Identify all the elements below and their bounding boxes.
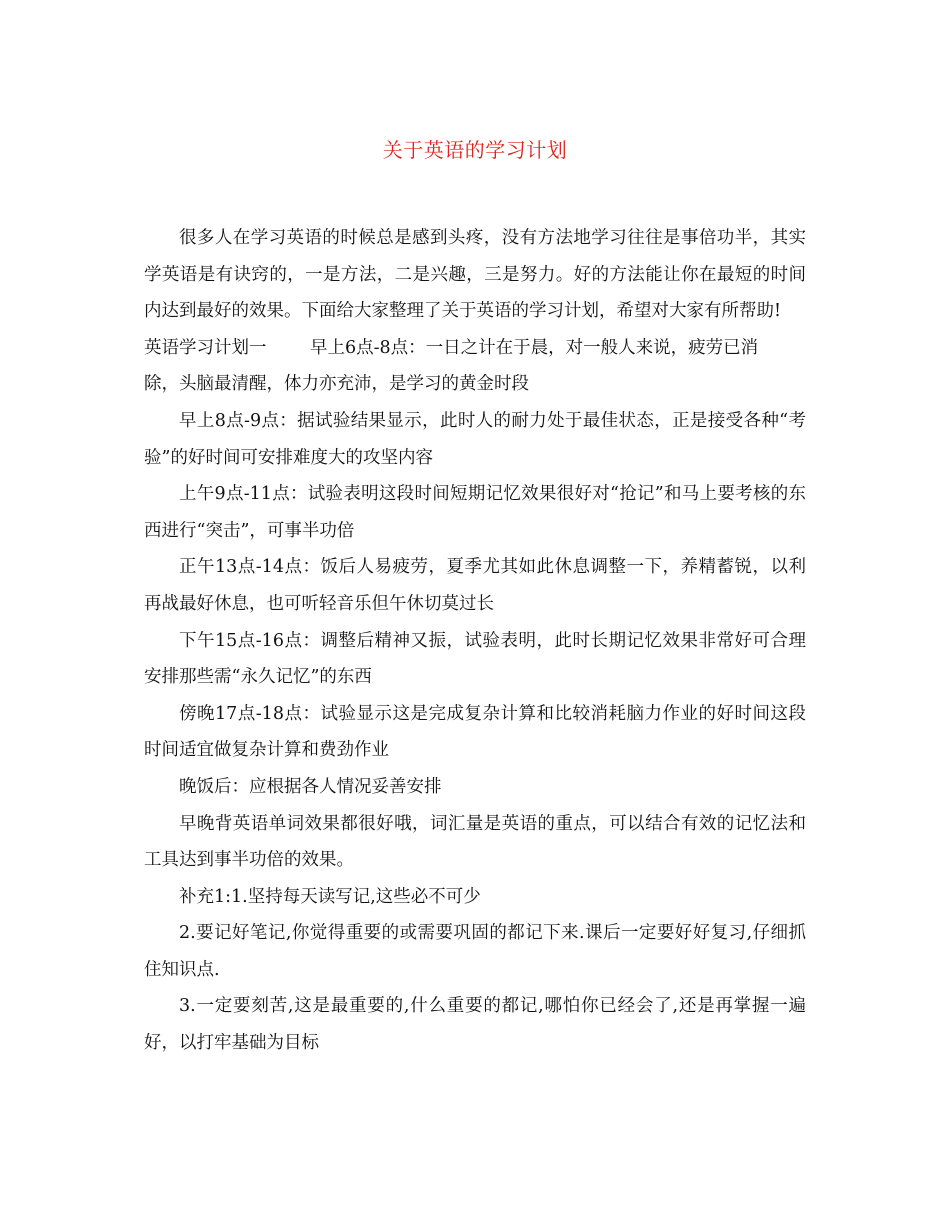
document-body: [144, 220, 806, 1062]
supplement-paragraph: 3.一定要刻苦,这是最重要的,什么重要的都记,哪怕你已经会了,还是再掌握一遍好，以打牢基础为目标: [144, 996, 806, 1054]
schedule-paragraph: 下午15点-16点：调整后精神又振，试验表明，此时长期记忆效果非常好可合理安排那些需“永久记忆”的东西: [144, 630, 806, 688]
supplement-paragraph: 补充1:1.坚持每天读写记,这些必不可少: [179, 886, 481, 907]
document-title: 关于英语的学习计划: [382, 138, 568, 162]
plan-section: [144, 330, 806, 403]
schedule-paragraph: 早上8点-9点：据试验结果显示，此时人的耐力处于最佳状态，正是接受各种“考验”的好时间可安排难度大的攻坚内容: [144, 410, 806, 468]
plan-first-line: 早上6点-8点：一日之计在于晨，对一般人来说，疲劳已消: [310, 337, 759, 358]
schedule-paragraph: 傍晚17点-18点：试验显示这是完成复杂计算和比较消耗脑力作业的好时间这段时间适宜做复杂计算和费劲作业: [144, 703, 806, 761]
intro-paragraph: 很多人在学习英语的时候总是感到头疼，没有方法地学习往往是事倍功半，其实学英语是有诀窍的，一是方法，二是兴趣，三是努力。好的方法能让你在最短的时间内达到最好的效果。下面给大家整理了关于英语的学习计划，希望对大家有所帮助!: [144, 228, 806, 322]
schedule-paragraph: 早晚背英语单词效果都很好哦，词汇量是英语的重点，可以结合有效的记忆法和工具达到事半功倍的效果。: [144, 813, 806, 871]
plan-label: 英语学习计划一: [144, 337, 267, 358]
schedule-paragraph: 晚饭后：应根据各人情况妥善安排: [179, 776, 442, 797]
schedule-paragraph: 正午13点-14点：饭后人易疲劳，夏季尤其如此休息调整一下，养精蓄锐，以利再战最好休息，也可听轻音乐但午休切莫过长: [144, 557, 806, 614]
schedule-paragraph: 上午9点-11点：试验表明这段时间短期记忆效果很好对“抢记”和马上要考核的东西进行“突击”，可事半功倍: [144, 484, 806, 541]
plan-first-continuation: 除，头脑最清醒，体力亦充沛，是学习的黄金时段: [144, 374, 529, 395]
plan-heading-line: [144, 330, 806, 367]
supplement-paragraph: 2.要记好笔记,你觉得重要的或需要巩固的都记下来.课后一定要好好复习,仔细抓住知识点.: [144, 923, 806, 980]
